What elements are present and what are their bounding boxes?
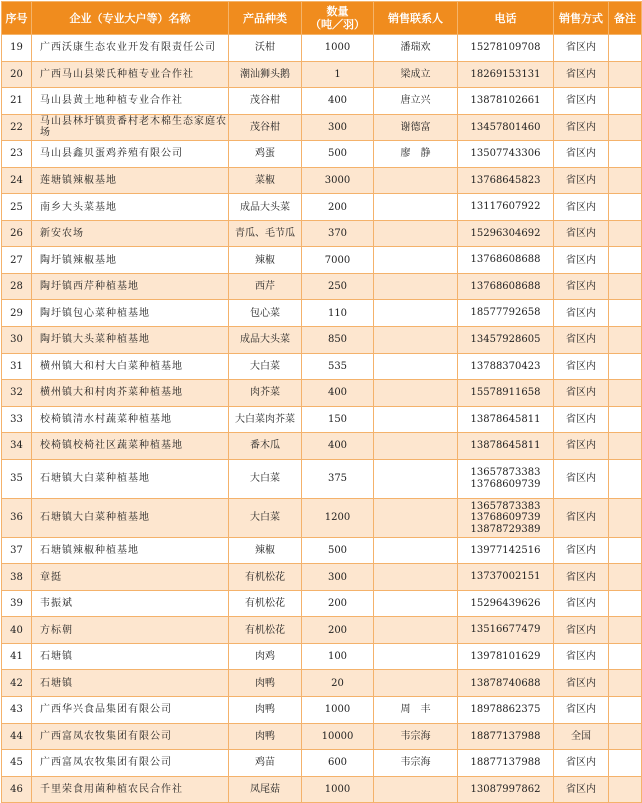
phone-number: 13117607922 xyxy=(470,201,541,213)
cell-mode: 省区内 xyxy=(554,61,609,88)
table-row xyxy=(2,114,642,141)
cell-qty: 20 xyxy=(302,670,374,697)
table-body xyxy=(2,35,642,803)
cell-qty: 7000 xyxy=(302,247,374,274)
cell-mode: 省区内 xyxy=(554,564,609,591)
phone-number: 13878102661 xyxy=(470,95,541,107)
cell-seq: 46 xyxy=(2,776,32,803)
cell-qty: 375 xyxy=(302,459,374,498)
cell-contact xyxy=(374,247,458,274)
cell-company: 新安农场 xyxy=(32,220,229,247)
phone-number: 15278109708 xyxy=(470,42,541,54)
cell-contact: 韦宗海 xyxy=(374,723,458,750)
cell-company: 横州镇大和村大白菜种植基地 xyxy=(32,353,229,380)
cell-phone xyxy=(458,433,554,460)
cell-seq: 22 xyxy=(2,114,32,141)
cell-company: 石塘镇大白菜种植基地 xyxy=(32,459,229,498)
cell-phone xyxy=(458,88,554,115)
phone-number: 18978862375 xyxy=(470,704,541,716)
phone-number: 15578911658 xyxy=(470,387,541,399)
table-row xyxy=(2,537,642,564)
phone-number: 13977142516 xyxy=(470,544,541,556)
cell-product: 肉鸭 xyxy=(229,670,302,697)
cell-company: 石塘镇辣椒种植基地 xyxy=(32,537,229,564)
table-row xyxy=(2,167,642,194)
cell-note xyxy=(609,61,642,88)
cell-seq: 34 xyxy=(2,433,32,460)
cell-contact xyxy=(374,273,458,300)
table-row xyxy=(2,406,642,433)
cell-note xyxy=(609,247,642,274)
header-product: 产品种类 xyxy=(229,2,302,35)
cell-qty: 400 xyxy=(302,88,374,115)
cell-contact: 梁成立 xyxy=(374,61,458,88)
cell-company: 陶圩镇辣椒基地 xyxy=(32,247,229,274)
cell-note xyxy=(609,273,642,300)
cell-seq: 39 xyxy=(2,590,32,617)
cell-company: 校椅镇清水村蔬菜种植基地 xyxy=(32,406,229,433)
cell-phone xyxy=(458,353,554,380)
cell-qty: 1000 xyxy=(302,776,374,803)
cell-company: 方标朝 xyxy=(32,617,229,644)
cell-phone xyxy=(458,114,554,141)
cell-seq: 32 xyxy=(2,380,32,407)
cell-contact xyxy=(374,537,458,564)
cell-company: 千里荣食用菌种植农民合作社 xyxy=(32,776,229,803)
cell-product: 大白菜肉芥菜 xyxy=(229,406,302,433)
cell-qty: 1 xyxy=(302,61,374,88)
cell-mode: 省区内 xyxy=(554,327,609,354)
cell-phone xyxy=(458,247,554,274)
cell-phone xyxy=(458,406,554,433)
phone-number: 18877137988 xyxy=(470,730,541,742)
cell-mode: 全国 xyxy=(554,723,609,750)
cell-note xyxy=(609,353,642,380)
table-row xyxy=(2,353,642,380)
cell-qty: 300 xyxy=(302,114,374,141)
cell-contact xyxy=(374,776,458,803)
cell-company: 广西富凤农牧集团有限公司 xyxy=(32,750,229,777)
cell-note xyxy=(609,776,642,803)
header-mode: 销售方式 xyxy=(554,2,609,35)
cell-contact xyxy=(374,327,458,354)
cell-company: 石塘镇 xyxy=(32,643,229,670)
phone-number: 15296439626 xyxy=(470,597,541,609)
table-row xyxy=(2,194,642,221)
cell-note xyxy=(609,617,642,644)
cell-company: 广西马山县梁氏种植专业合作社 xyxy=(32,61,229,88)
cell-mode: 省区内 xyxy=(554,498,609,537)
cell-mode: 省区内 xyxy=(554,643,609,670)
cell-mode: 省区内 xyxy=(554,167,609,194)
cell-note xyxy=(609,670,642,697)
table-container xyxy=(1,1,636,802)
phone-number: 13878645811 xyxy=(470,413,541,425)
cell-phone xyxy=(458,670,554,697)
cell-company: 横州镇大和村肉芥菜种植基地 xyxy=(32,380,229,407)
cell-qty: 1000 xyxy=(302,35,374,62)
cell-contact xyxy=(374,459,458,498)
header-qty-line1: 数量 xyxy=(326,5,349,18)
cell-product: 有机松花 xyxy=(229,590,302,617)
cell-mode: 省区内 xyxy=(554,353,609,380)
cell-note xyxy=(609,750,642,777)
cell-seq: 25 xyxy=(2,194,32,221)
cell-note xyxy=(609,194,642,221)
cell-contact: 唐立兴 xyxy=(374,88,458,115)
phone-number: 13878645811 xyxy=(470,440,541,452)
cell-company: 陶圩镇大头菜种植基地 xyxy=(32,327,229,354)
cell-product: 大白菜 xyxy=(229,498,302,537)
table-row xyxy=(2,670,642,697)
phone-number: 13657873383 xyxy=(470,467,541,479)
cell-mode: 省区内 xyxy=(554,247,609,274)
cell-company: 韦振斌 xyxy=(32,590,229,617)
cell-qty: 535 xyxy=(302,353,374,380)
cell-mode: 省区内 xyxy=(554,459,609,498)
table-row xyxy=(2,61,642,88)
cell-qty: 500 xyxy=(302,141,374,168)
cell-contact xyxy=(374,220,458,247)
cell-product: 茂谷柑 xyxy=(229,88,302,115)
header-contact: 销售联系人 xyxy=(374,2,458,35)
table-row xyxy=(2,723,642,750)
cell-company: 马山县黄土地种植专业合作社 xyxy=(32,88,229,115)
table-row xyxy=(2,459,642,498)
cell-mode: 省区内 xyxy=(554,670,609,697)
cell-mode: 省区内 xyxy=(554,590,609,617)
cell-seq: 37 xyxy=(2,537,32,564)
cell-contact xyxy=(374,617,458,644)
phone-number: 13457928605 xyxy=(470,334,541,346)
cell-phone xyxy=(458,141,554,168)
cell-note xyxy=(609,380,642,407)
cell-phone xyxy=(458,643,554,670)
cell-seq: 28 xyxy=(2,273,32,300)
phone-number: 13768609739 xyxy=(470,512,541,523)
cell-note xyxy=(609,406,642,433)
cell-qty: 600 xyxy=(302,750,374,777)
phone-number: 13516677479 xyxy=(470,624,541,636)
cell-mode: 省区内 xyxy=(554,617,609,644)
phone-number: 13507743306 xyxy=(470,148,541,160)
phone-number: 13768645823 xyxy=(470,174,541,186)
cell-seq: 43 xyxy=(2,697,32,724)
cell-mode: 省区内 xyxy=(554,406,609,433)
cell-product: 成品大头菜 xyxy=(229,327,302,354)
table-row xyxy=(2,697,642,724)
cell-contact xyxy=(374,590,458,617)
table-row xyxy=(2,643,642,670)
cell-company: 石塘镇 xyxy=(32,670,229,697)
table-row xyxy=(2,617,642,644)
table-row xyxy=(2,750,642,777)
table-row xyxy=(2,247,642,274)
table-row xyxy=(2,273,642,300)
table-row xyxy=(2,776,642,803)
cell-mode: 省区内 xyxy=(554,35,609,62)
table-row xyxy=(2,300,642,327)
cell-company: 石塘镇大白菜种植基地 xyxy=(32,498,229,537)
cell-contact: 廖 静 xyxy=(374,141,458,168)
cell-seq: 38 xyxy=(2,564,32,591)
cell-mode: 省区内 xyxy=(554,380,609,407)
cell-mode: 省区内 xyxy=(554,273,609,300)
cell-qty: 10000 xyxy=(302,723,374,750)
sales-table xyxy=(1,1,642,803)
cell-company: 章挺 xyxy=(32,564,229,591)
cell-company: 广西华兴食品集团有限公司 xyxy=(32,697,229,724)
cell-contact xyxy=(374,300,458,327)
cell-product: 辣椒 xyxy=(229,247,302,274)
cell-qty: 400 xyxy=(302,433,374,460)
cell-product: 大白菜 xyxy=(229,353,302,380)
cell-company: 南乡大头菜基地 xyxy=(32,194,229,221)
cell-note xyxy=(609,433,642,460)
cell-product: 沃柑 xyxy=(229,35,302,62)
cell-seq: 26 xyxy=(2,220,32,247)
cell-company: 广西富凤农牧集团有限公司 xyxy=(32,723,229,750)
header-note: 备注 xyxy=(609,2,642,35)
cell-mode: 省区内 xyxy=(554,537,609,564)
header-company: 企业（专业大户等）名称 xyxy=(32,2,229,35)
cell-contact xyxy=(374,433,458,460)
cell-phone xyxy=(458,776,554,803)
cell-seq: 21 xyxy=(2,88,32,115)
phone-number: 13878740688 xyxy=(470,677,541,689)
cell-qty: 3000 xyxy=(302,167,374,194)
cell-product: 肉鸭 xyxy=(229,697,302,724)
table-row xyxy=(2,327,642,354)
header-seq: 序号 xyxy=(2,2,32,35)
cell-note xyxy=(609,88,642,115)
cell-seq: 29 xyxy=(2,300,32,327)
cell-qty: 370 xyxy=(302,220,374,247)
cell-mode: 省区内 xyxy=(554,220,609,247)
cell-note xyxy=(609,697,642,724)
cell-qty: 110 xyxy=(302,300,374,327)
phone-number: 18877137988 xyxy=(470,757,541,769)
table-row xyxy=(2,88,642,115)
cell-qty: 1000 xyxy=(302,697,374,724)
cell-phone xyxy=(458,300,554,327)
cell-seq: 42 xyxy=(2,670,32,697)
phone-number: 13768609739 xyxy=(470,478,541,490)
cell-note xyxy=(609,220,642,247)
cell-seq: 19 xyxy=(2,35,32,62)
table-row xyxy=(2,380,642,407)
cell-contact xyxy=(374,353,458,380)
table-row xyxy=(2,564,642,591)
table-row xyxy=(2,220,642,247)
cell-product: 有机松花 xyxy=(229,564,302,591)
header-phone: 电话 xyxy=(458,2,554,35)
cell-qty: 1200 xyxy=(302,498,374,537)
cell-contact: 周 丰 xyxy=(374,697,458,724)
cell-product: 鸡苗 xyxy=(229,750,302,777)
cell-company: 陶圩镇西芹种植基地 xyxy=(32,273,229,300)
cell-mode: 省区内 xyxy=(554,114,609,141)
cell-product: 青瓜、毛节瓜 xyxy=(229,220,302,247)
cell-phone xyxy=(458,537,554,564)
cell-product: 西芹 xyxy=(229,273,302,300)
cell-company: 马山县鑫贝蛋鸡养殖有限公司 xyxy=(32,141,229,168)
cell-contact xyxy=(374,380,458,407)
cell-note xyxy=(609,167,642,194)
cell-note xyxy=(609,537,642,564)
cell-qty: 100 xyxy=(302,643,374,670)
table-row xyxy=(2,35,642,62)
cell-contact: 潘瑞欢 xyxy=(374,35,458,62)
cell-seq: 40 xyxy=(2,617,32,644)
cell-phone xyxy=(458,617,554,644)
cell-phone xyxy=(458,590,554,617)
cell-seq: 35 xyxy=(2,459,32,498)
table-row xyxy=(2,590,642,617)
cell-phone xyxy=(458,750,554,777)
cell-seq: 45 xyxy=(2,750,32,777)
phone-number: 13087997862 xyxy=(470,783,541,795)
cell-product: 潮汕狮头鹅 xyxy=(229,61,302,88)
phone-number: 13978101629 xyxy=(470,650,541,662)
cell-note xyxy=(609,590,642,617)
cell-qty: 500 xyxy=(302,537,374,564)
cell-company: 马山县林圩镇贵番村老木棉生态家庭农场 xyxy=(32,114,229,141)
phone-number: 18577792658 xyxy=(470,307,541,319)
cell-note xyxy=(609,300,642,327)
phone-number: 15296304692 xyxy=(470,227,541,239)
cell-seq: 33 xyxy=(2,406,32,433)
cell-company: 广西沃康生态农业开发有限责任公司 xyxy=(32,35,229,62)
cell-contact: 谢德富 xyxy=(374,114,458,141)
header-qty xyxy=(302,2,374,35)
cell-seq: 30 xyxy=(2,327,32,354)
cell-product: 凤尾菇 xyxy=(229,776,302,803)
cell-note xyxy=(609,114,642,141)
phone-number: 18269153131 xyxy=(470,68,541,80)
phone-number: 13457801460 xyxy=(470,121,541,133)
cell-product: 番木瓜 xyxy=(229,433,302,460)
cell-product: 辣椒 xyxy=(229,537,302,564)
table-row xyxy=(2,433,642,460)
cell-seq: 44 xyxy=(2,723,32,750)
header-row xyxy=(2,2,642,35)
cell-phone xyxy=(458,459,554,498)
cell-phone xyxy=(458,564,554,591)
cell-product: 成品大头菜 xyxy=(229,194,302,221)
cell-qty: 200 xyxy=(302,617,374,644)
cell-product: 菜椒 xyxy=(229,167,302,194)
cell-mode: 省区内 xyxy=(554,433,609,460)
cell-mode: 省区内 xyxy=(554,697,609,724)
cell-note xyxy=(609,564,642,591)
cell-company: 陶圩镇包心菜种植基地 xyxy=(32,300,229,327)
cell-contact: 韦宗海 xyxy=(374,750,458,777)
cell-mode: 省区内 xyxy=(554,776,609,803)
cell-phone xyxy=(458,498,554,537)
cell-contact xyxy=(374,564,458,591)
cell-seq: 27 xyxy=(2,247,32,274)
phone-number: 13768608688 xyxy=(470,254,541,266)
cell-product: 茂谷柑 xyxy=(229,114,302,141)
cell-product: 鸡蛋 xyxy=(229,141,302,168)
cell-qty: 300 xyxy=(302,564,374,591)
cell-product: 肉鸡 xyxy=(229,643,302,670)
cell-seq: 20 xyxy=(2,61,32,88)
cell-product: 有机松花 xyxy=(229,617,302,644)
cell-product: 大白菜 xyxy=(229,459,302,498)
cell-company: 莲塘镇辣椒基地 xyxy=(32,167,229,194)
phone-number: 13657873383 xyxy=(470,500,541,512)
cell-mode: 省区内 xyxy=(554,194,609,221)
cell-phone xyxy=(458,61,554,88)
header-qty-line2: （吨／羽） xyxy=(310,18,365,31)
cell-product: 肉芥菜 xyxy=(229,380,302,407)
cell-seq: 24 xyxy=(2,167,32,194)
cell-seq: 41 xyxy=(2,643,32,670)
cell-mode: 省区内 xyxy=(554,750,609,777)
cell-phone xyxy=(458,167,554,194)
cell-contact xyxy=(374,194,458,221)
table-row xyxy=(2,141,642,168)
cell-contact xyxy=(374,406,458,433)
phone-number: 13737002151 xyxy=(470,571,541,583)
cell-seq: 36 xyxy=(2,498,32,537)
cell-qty: 250 xyxy=(302,273,374,300)
cell-note xyxy=(609,723,642,750)
cell-contact xyxy=(374,670,458,697)
cell-qty: 150 xyxy=(302,406,374,433)
cell-note xyxy=(609,459,642,498)
cell-phone xyxy=(458,723,554,750)
cell-phone xyxy=(458,35,554,62)
cell-note xyxy=(609,141,642,168)
cell-contact xyxy=(374,643,458,670)
cell-product: 肉鸭 xyxy=(229,723,302,750)
cell-qty: 200 xyxy=(302,590,374,617)
cell-contact xyxy=(374,498,458,537)
cell-phone xyxy=(458,194,554,221)
cell-product: 包心菜 xyxy=(229,300,302,327)
cell-mode: 省区内 xyxy=(554,88,609,115)
cell-qty: 400 xyxy=(302,380,374,407)
cell-phone xyxy=(458,220,554,247)
cell-note xyxy=(609,327,642,354)
cell-mode: 省区内 xyxy=(554,300,609,327)
cell-phone xyxy=(458,273,554,300)
table-row xyxy=(2,498,642,537)
phone-number: 13788370423 xyxy=(470,360,541,372)
cell-company: 校椅镇校椅社区蔬菜种植基地 xyxy=(32,433,229,460)
cell-seq: 23 xyxy=(2,141,32,168)
cell-note xyxy=(609,498,642,537)
cell-mode: 省区内 xyxy=(554,141,609,168)
cell-qty: 850 xyxy=(302,327,374,354)
cell-phone xyxy=(458,380,554,407)
cell-note xyxy=(609,35,642,62)
cell-note xyxy=(609,643,642,670)
cell-qty: 200 xyxy=(302,194,374,221)
phone-number: 13768608688 xyxy=(470,280,541,292)
cell-contact xyxy=(374,167,458,194)
cell-phone xyxy=(458,327,554,354)
cell-phone xyxy=(458,697,554,724)
phone-number: 13878729389 xyxy=(470,523,541,535)
cell-seq: 31 xyxy=(2,353,32,380)
